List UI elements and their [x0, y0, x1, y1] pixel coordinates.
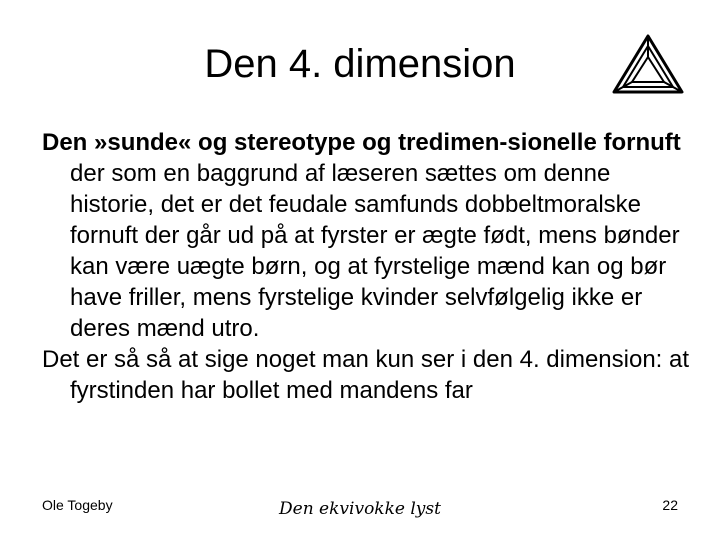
page-number: 22 [662, 497, 678, 513]
paragraph-2: Det er så så at sige noget man kun ser i den 4. dimension: at fyrstinden har bollet med mandens far [42, 346, 690, 404]
slide-title: Den 4. dimension [204, 42, 516, 86]
slide-body [42, 127, 692, 406]
footer-title: Den ekvivokke lyst [279, 499, 441, 519]
paragraph-1-bold: Den »sunde« og stereotype og tredimen-sionelle fornuft [42, 129, 681, 156]
paragraph-1-rest: der som en baggrund af læseren sættes om denne historie, det er det feudale samfunds dobbeltmoralske fornuft der går ud på at fyrster er ægte født, mens bønder kan være uægte børn, og at fyrstelige mænd kan og bør have friller, mens fyrstelige kvinder selvfølgelig ikke er deres mænd utro. [70, 160, 680, 342]
impossible-triangle-icon [612, 32, 684, 96]
paragraph-1 [42, 127, 692, 344]
footer-author: Ole Togeby [42, 497, 113, 513]
